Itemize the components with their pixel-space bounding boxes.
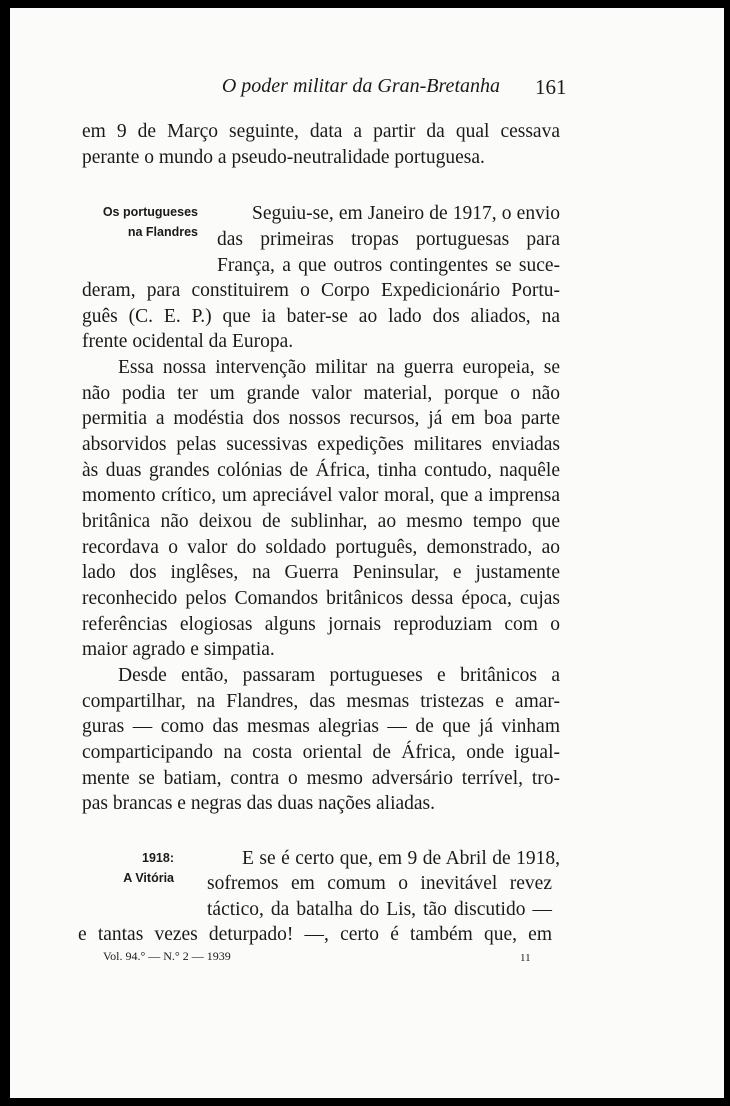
text-line: recordava o valor do soldado português, demonstrado, ao (82, 537, 560, 558)
text-line: compartilhar, na Flandres, das mesmas tristezas e amar- (82, 691, 560, 712)
sheet-mark: 11 (520, 952, 531, 964)
text-line: britânica não deixou de sublinhar, ao mesmo tempo que (82, 511, 560, 532)
side-note: A Vitória (123, 871, 174, 885)
scan-border-bottom (0, 1098, 730, 1106)
text-line: mente se batiam, contra o mesmo adversário terrível, tro- (82, 768, 560, 789)
text-line: guês (C. E. P.) que ia bater-se ao lado dos aliados, na (82, 306, 560, 327)
side-note: na Flandres (127, 225, 198, 239)
text-line: momento crítico, um apreciável valor moral, que a imprensa (82, 485, 560, 506)
text-line: e tantas vezes deturpado! —, certo é também que, em (78, 924, 552, 945)
page-number: 161 (535, 75, 567, 99)
text-line: não podia ter um grande valor material, porque o não (82, 383, 560, 404)
text-line: referências elogiosas alguns jornais reproduziam com o (82, 614, 560, 635)
running-title: O poder militar da Gran-Bretanha (221, 75, 500, 97)
text-line: Desde então, passaram portugueses e britânicos a (118, 665, 560, 686)
side-note: 1918: (142, 851, 174, 865)
text-line: maior agrado e simpatia. (82, 639, 275, 660)
text-line: guras — como das mesmas alegrias — de que já vinham (82, 716, 560, 737)
text-line: pas brancas e negras das duas nações aliadas. (82, 793, 436, 814)
text-line: Seguiu-se, em Janeiro de 1917, o envio (252, 203, 560, 224)
text-line: às duas grandes colónias de África, tinha contudo, naquêle (82, 460, 560, 481)
scan-border-right (724, 0, 730, 1106)
text-line: Essa nossa intervenção militar na guerra europeia, se (118, 357, 560, 378)
text-line: das primeiras tropas portuguesas para (217, 229, 560, 250)
text-line: táctico, da batalha do Lis, tão discutido — (207, 899, 552, 920)
text-line: permitia a modéstia dos nossos recursos, já em boa parte (82, 408, 560, 429)
text-line: sofremos em comum o inevitável revez (207, 873, 552, 894)
side-note: Os portugueses (102, 205, 198, 219)
text-line: absorvidos pelas sucessivas expedições militares enviadas (82, 434, 560, 455)
text-line: em 9 de Março seguinte, data a partir da qual cessava (82, 121, 560, 142)
text-line: França, a que outros contingentes se suce- (217, 255, 560, 276)
text-line: frente ocidental da Europa. (82, 331, 294, 352)
printer-signature: Vol. 94.° — N.° 2 — 1939 (103, 949, 231, 963)
text-line: E se é certo que, em 9 de Abril de 1918, (242, 848, 560, 869)
text-line: lado dos inglêses, na Guerra Peninsular, e justamente (82, 562, 560, 583)
scan-border-top (0, 0, 730, 8)
text-line: deram, para constituirem o Corpo Expedicionário Portu- (82, 280, 560, 301)
text-line: comparticipando na costa oriental de África, onde igual- (82, 742, 560, 763)
scan-border-left (0, 0, 10, 1106)
text-line: reconhecido pelos Comandos britânicos dessa época, cujas (82, 588, 560, 609)
text-line: perante o mundo a pseudo-neutralidade portuguesa. (82, 147, 485, 168)
